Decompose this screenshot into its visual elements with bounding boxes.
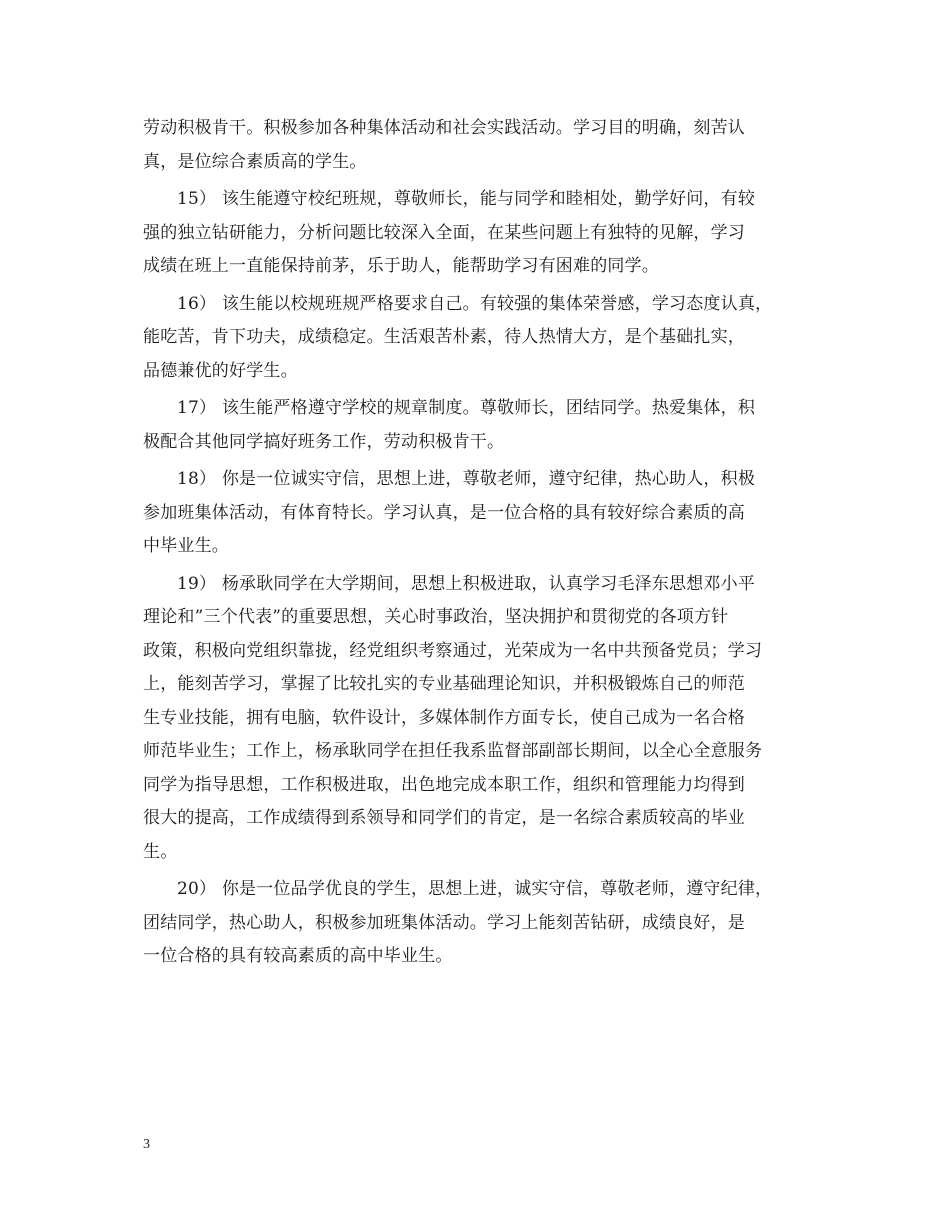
paragraph-line: 能吃苦，肯下功夫，成绩稳定。生活艰苦朴素，待人热情大方，是个基础扎实， [143,327,745,347]
paragraph-line: 生专业技能，拥有电脑，软件设计，多媒体制作方面专长，使自己成为一名合格 [143,707,745,728]
paragraph-line: 同学为指导思想，工作积极进取，出色地完成本职工作，组织和管理能力均得到 [143,774,745,795]
document-body [143,112,833,978]
paragraph-line: 政策，积极向党组织靠拢，经党组织考察通过，光荣成为一名中共预备党员；学习 [143,640,763,661]
paragraph [143,463,833,564]
paragraph-line: 品德兼优的好学生。 [143,360,298,381]
page-number: 3 [143,1137,150,1152]
paragraph-line: 成绩在班上一直能保持前茅，乐于助人，能帮助学习有困难的同学。 [143,256,659,276]
paragraph-line: 生。 [143,841,178,862]
paragraph-line: 师范毕业生；工作上，杨承耿同学在担任我系监督部副部长期间，以全心全意服务 [143,741,763,761]
paragraph-line: 20） 你是一位品学优良的学生，思想上进，诚实守信，尊敬老师，遵守纪律， [177,879,773,899]
paragraph-line: 很大的提高，工作成绩得到系领导和同学们的肯定，是一名综合素质较高的毕业 [143,808,745,828]
paragraph [143,288,833,389]
paragraph-line: 一位合格的具有较高素质的高中毕业生。 [143,946,453,966]
paragraph [143,112,833,179]
paragraph-line: 理论和”三个代表”的重要思想，关心时事政治，坚决拥护和贯彻党的各项方针 [143,607,729,627]
paragraph-line: 上，能刻苦学习，掌握了比较扎实的专业基础理论知识，并积极锻炼自己的师范 [143,674,745,694]
paragraph [143,183,833,284]
paragraph-line: 真，是位综合素质高的学生。 [143,151,367,172]
paragraph-line: 极配合其他同学搞好班务工作，劳动积极肯干。 [143,431,505,452]
paragraph-line: 劳动积极肯干。积极参加各种集体活动和社会实践活动。学习目的明确，刻苦认 [143,118,745,138]
paragraph-line: 16） 该生能以校规班规严格要求自己。有较强的集体荣誉感，学习态度认真， [177,293,773,314]
paragraph-line: 17） 该生能严格遵守学校的规章制度。尊敬师长，团结同学。热爱集体，积 [177,398,756,418]
paragraph-line: 18） 你是一位诚实守信，思想上进，尊敬老师，遵守纪律，热心助人，积极 [177,469,756,489]
paragraph-line: 参加班集体活动，有体育特长。学习认真，是一位合格的具有较好综合素质的高 [143,502,745,523]
paragraph-line: 15） 该生能遵守校纪班规，尊敬师长，能与同学和睦相处，勤学好问，有较 [177,189,756,209]
paragraph-line: 强的独立钻研能力，分析问题比较深入全面，在某些问题上有独特的见解，学习 [143,222,745,243]
paragraph-line: 19） 杨承耿同学在大学期间，思想上积极进取，认真学习毛泽东思想邓小平 [177,573,756,594]
paragraph [143,568,833,870]
paragraph-line: 团结同学，热心助人，积极参加班集体活动。学习上能刻苦钻研，成绩良好，是 [143,912,745,933]
paragraph [143,392,833,459]
paragraph-line: 中毕业生。 [143,536,229,556]
paragraph [143,873,833,974]
